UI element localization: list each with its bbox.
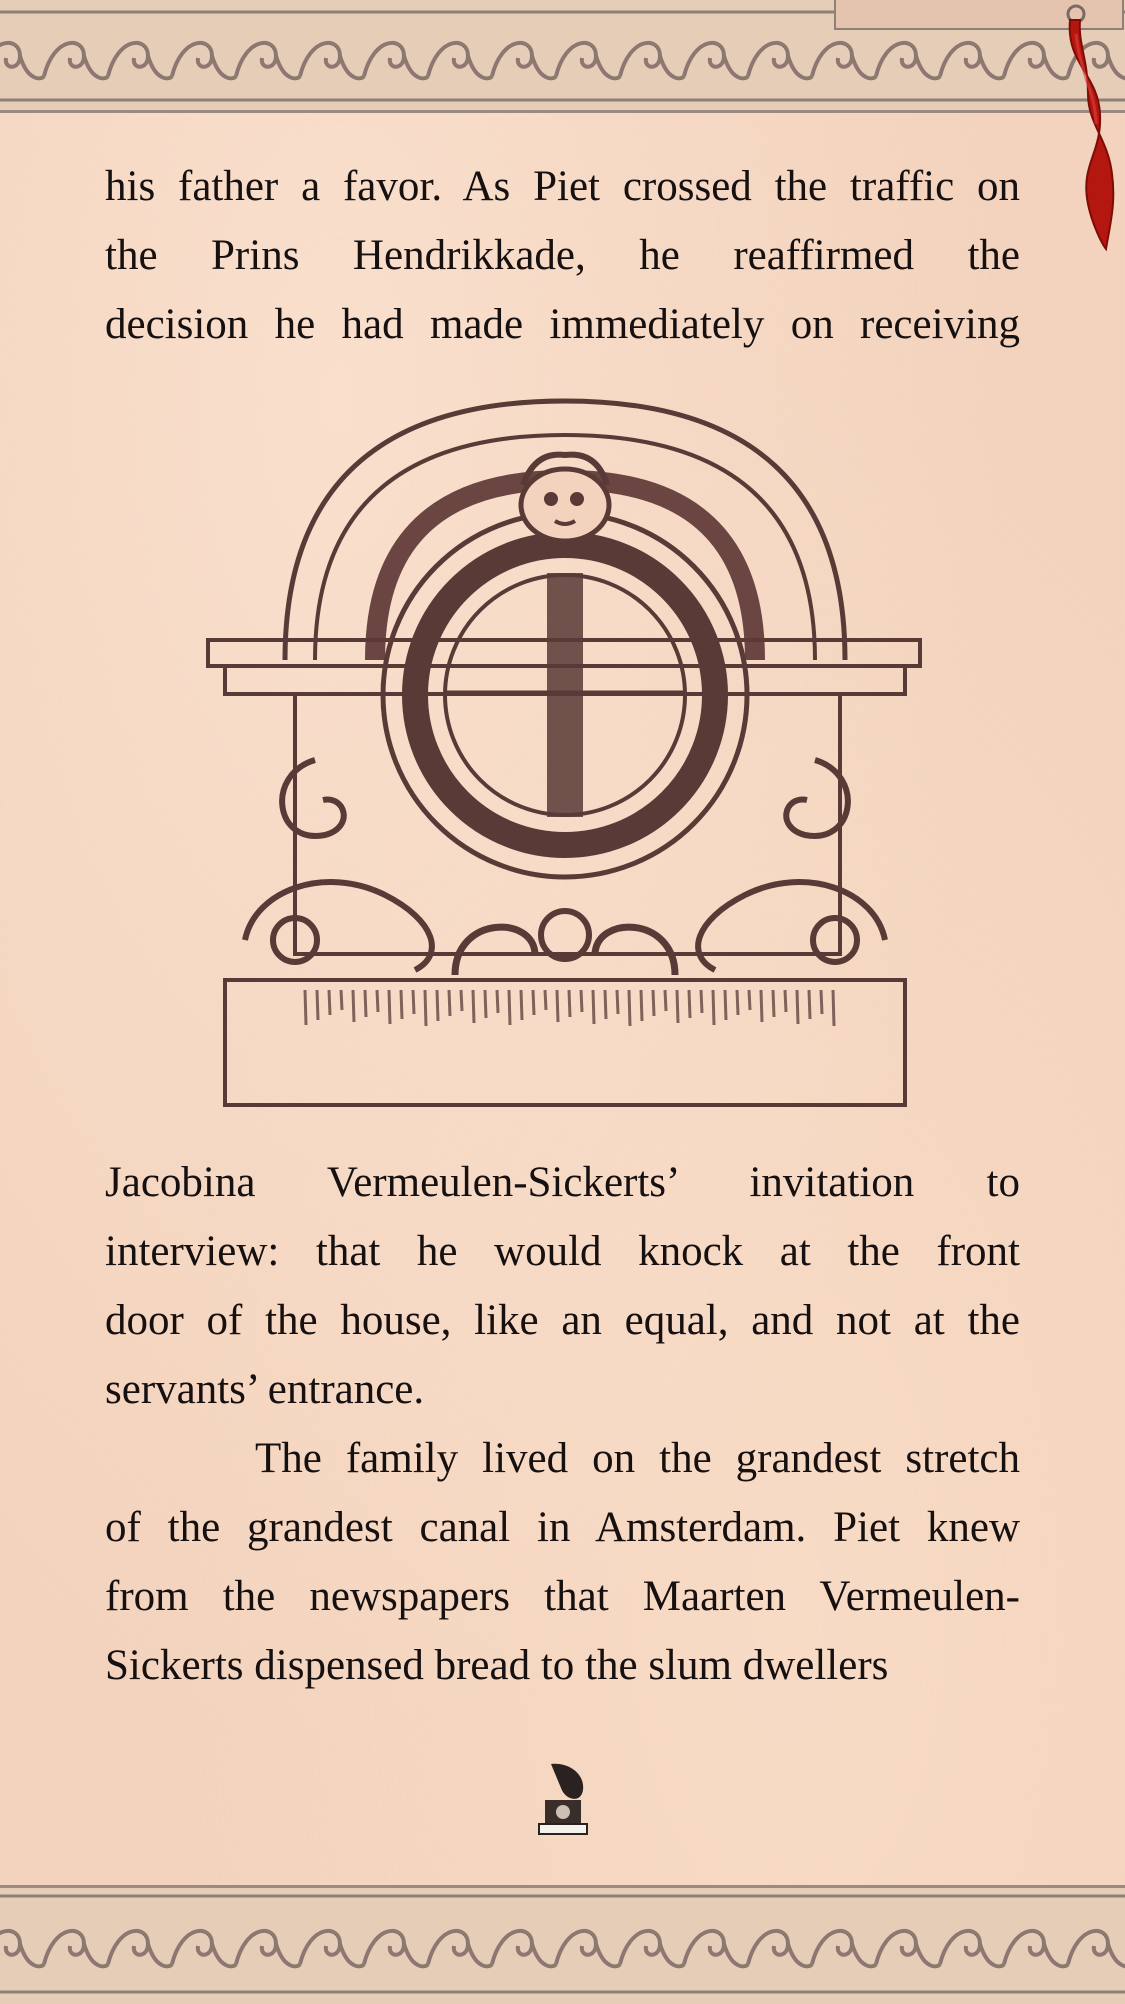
hatch-line (341, 990, 342, 1010)
hatch-line (797, 990, 798, 1024)
hatch-line (437, 990, 438, 1021)
hatch-line (497, 990, 498, 1013)
hatch-line (581, 990, 582, 1012)
hatch-line (545, 990, 546, 1010)
hatch-line (425, 990, 426, 1026)
hatch-line (593, 990, 594, 1024)
hatch-line (473, 990, 474, 1023)
hatch-line (365, 990, 366, 1017)
hatch-line (821, 990, 822, 1014)
hatch-line (461, 990, 462, 1011)
hatch-line (449, 990, 450, 1016)
hatch-line (305, 990, 306, 1025)
hatch-line (485, 990, 486, 1018)
hatch-line (557, 990, 558, 1022)
bottom-ornamental-border (0, 1885, 1125, 2004)
hatch-line (737, 990, 738, 1015)
hatch-line (773, 990, 774, 1017)
hatch-line (725, 990, 726, 1020)
text-line: Sickerts dispensed bread to the slum dwellers (105, 1642, 889, 1689)
text-line: servants’ entrance. (105, 1366, 425, 1413)
hatch-line (677, 990, 678, 1023)
hatch-line (833, 990, 834, 1026)
text-line: from the newspapers that Maarten Vermeulen- (105, 1573, 1020, 1620)
hatch-line (533, 990, 534, 1015)
hatch-line (353, 990, 354, 1022)
hatch-line (701, 990, 702, 1013)
hatch-line (713, 990, 714, 1025)
hatch-line (809, 990, 810, 1019)
hatch-line (629, 990, 630, 1026)
hatch-line (785, 990, 786, 1012)
text-line: of the grandest canal in Amsterdam. Piet knew (105, 1504, 1020, 1551)
oculus-window-illustration (205, 395, 925, 1115)
text-line: door of the house, like an equal, and not at the (105, 1297, 1020, 1344)
hatch-line (401, 990, 402, 1019)
body-text-bottom (105, 1148, 1020, 1700)
text-line: The family lived on the grandest stretch (255, 1435, 1020, 1482)
hatch-line (317, 990, 318, 1020)
hatch-line (413, 990, 414, 1014)
text-line: his father a favor. As Piet crossed the traffic on (105, 163, 1020, 210)
hatch-line (665, 990, 666, 1011)
body-text-top (105, 152, 1020, 359)
text-line: Jacobina Vermeulen-Sickerts’ invitation to (105, 1159, 1020, 1206)
text-line: interview: that he would knock at the front (105, 1228, 1020, 1275)
hatch-line (329, 990, 330, 1015)
hatch-line (617, 990, 618, 1014)
hatch-line (761, 990, 762, 1022)
hatch-line (641, 990, 642, 1021)
hatch-line (605, 990, 606, 1019)
gramophone-emblem-icon (535, 1760, 591, 1840)
text-line: decision he had made immediately on receiving (105, 301, 1020, 348)
hatch-line (569, 990, 570, 1017)
hatch-line (521, 990, 522, 1020)
hatch-line (689, 990, 690, 1018)
hatch-line (377, 990, 378, 1012)
hatch-line (653, 990, 654, 1016)
hatch-line (389, 990, 390, 1024)
text-line: the Prins Hendrikkade, he reaffirmed the (105, 232, 1020, 279)
hatch-line (749, 990, 750, 1010)
bookmark-ribbon-icon[interactable] (1058, 4, 1118, 254)
hatch-line (509, 990, 510, 1025)
